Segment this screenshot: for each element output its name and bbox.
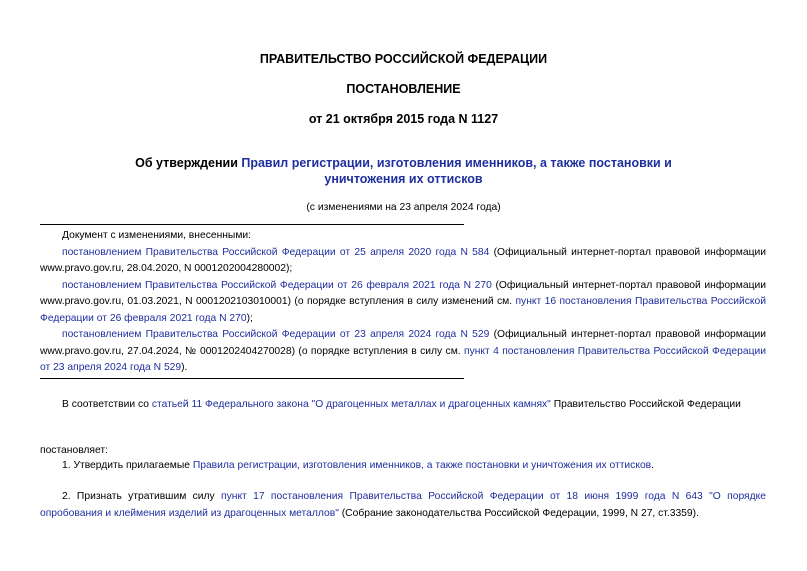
change-2-link[interactable]: постановлением Правительства Российской Федерации от 26 февраля 2021 года N 270 [62, 279, 492, 291]
point-1-rules-link[interactable]: Правила регистрации, изготовления именников, а также постановки и уничтожения их оттисков [192, 460, 652, 471]
point-2-start: 2. Признать утратившим силу [62, 491, 222, 502]
top-divider [40, 224, 464, 225]
change-1-link[interactable]: постановлением Правительства Российской Федерации от 25 апреля 2020 года N 584 [62, 246, 490, 258]
point-1-start: 1. Утвердить прилагаемые [62, 460, 193, 471]
change-3-point-link[interactable]: пункт 4 постановления Правительства Российской Федерации от 23 апреля 2024 года N 529 [40, 345, 766, 373]
amendments-note: (с изменениями на 23 апреля 2024 года) [306, 202, 501, 213]
point-1-end: . [651, 460, 655, 471]
title-rules-link[interactable]: Правил регистрации, изготовления именников, а также постановки и уничтожения их оттисков [241, 156, 672, 186]
change-item [40, 327, 766, 377]
change-2-text: (Официальный интернет-портал правовой информации www.pravo.gov.ru, 01.03.2021, N 0001202103010001) (о порядке вступления в силу изменений см. [40, 279, 766, 307]
change-3-tail: ). [181, 362, 188, 373]
date-number-heading: от 21 октября 2015 года N 1127 [308, 112, 499, 126]
change-1-text: (Официальный интернет-портал правовой информации www.pravo.gov.ru, 28.04.2020, N 0001202004280002); [40, 246, 766, 274]
change-item [40, 278, 766, 328]
preamble-end: Правительство Российской Федерации [550, 399, 741, 410]
document-title [120, 155, 687, 187]
changes-intro: Документ с изменениями, внесенными: [62, 230, 252, 241]
changes-block [40, 228, 766, 377]
federal-law-link[interactable]: статьей 11 Федерального закона "О драгоценных металлах и драгоценных камнях" [151, 399, 551, 410]
decrees-word: постановляет: [40, 445, 108, 456]
preamble-start: В соответствии со [62, 399, 152, 410]
point-2-link[interactable]: пункт 17 постановления Правительства Российской Федерации от 18 июня 1999 года N 643 "О порядке опробования и клеймения изделий из драгоценных металлов" [40, 491, 766, 519]
document-type-heading: ПОСТАНОВЛЕНИЕ [346, 82, 461, 96]
point-2-end: (Собрание законодательства Российской Федерации, 1999, N 27, ст.3359). [338, 507, 699, 519]
preamble [40, 396, 766, 413]
change-3-text: (Официальный интернет-портал правовой информации www.pravo.gov.ru, 27.04.2024, № 0001202404270028) (о порядке вступления в силу см. [40, 329, 766, 357]
point-1 [40, 458, 766, 475]
government-heading: ПРАВИТЕЛЬСТВО РОССИЙСКОЙ ФЕДЕРАЦИИ [259, 52, 548, 66]
change-3-link[interactable]: постановлением Правительства Российской Федерации от 23 апреля 2024 года N 529 [62, 329, 490, 340]
title-prefix: Об утверждении [135, 156, 242, 170]
change-item [40, 245, 766, 278]
bottom-divider [40, 378, 464, 379]
change-2-tail: ); [246, 312, 253, 324]
point-2 [40, 489, 766, 522]
change-2-point-link[interactable]: пункт 16 постановления Правительства Российской Федерации от 26 февраля 2021 года N 270 [40, 296, 766, 324]
